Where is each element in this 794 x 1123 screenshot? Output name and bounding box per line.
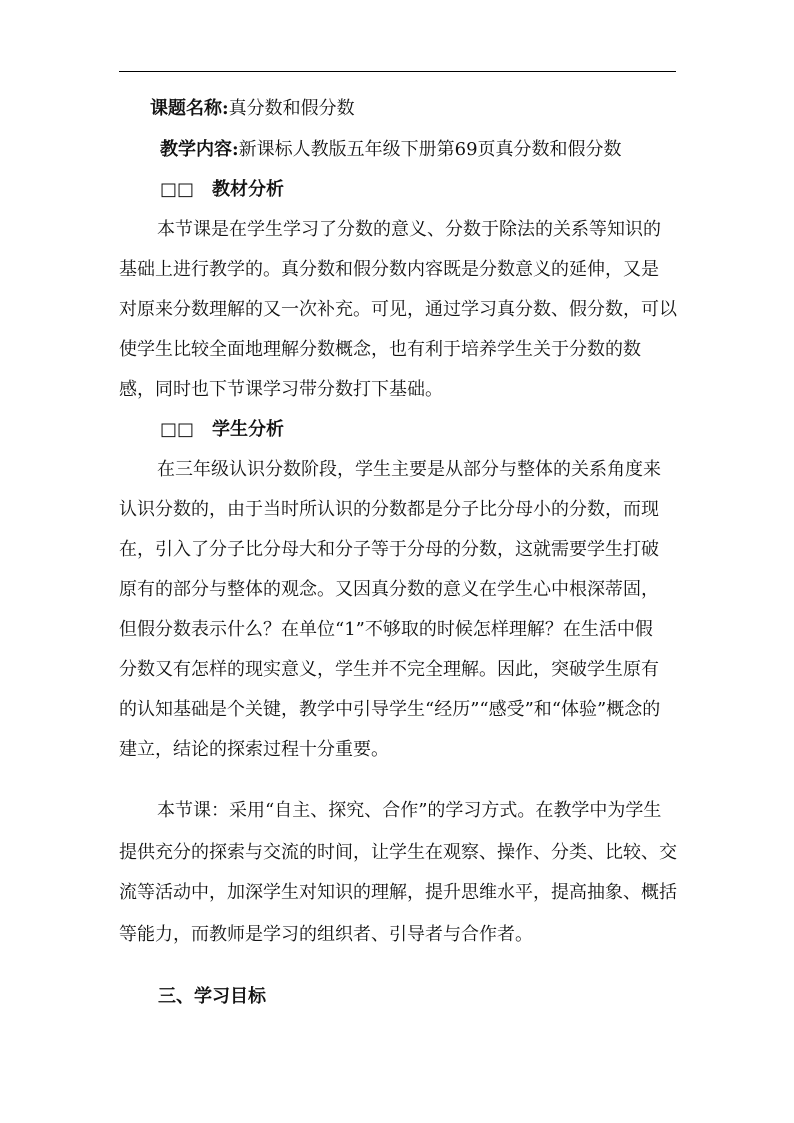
student-analysis-title: 学生分析 (212, 419, 285, 440)
paragraph-line: 原有的部分与整体的观念。又因真分数的意义在学生心中根深蒂固， (119, 579, 659, 600)
paragraph-line: 在，引入了分子比分母大和分子等于分母的分数，这就需要学生打破 (119, 539, 659, 560)
paragraph-line: 在三年级认识分数阶段，学生主要是从部分与整体的关系角度来 (157, 459, 661, 480)
paragraph-line: 等能力，而教师是学习的组织者、引导者与合作者。 (119, 924, 533, 945)
paragraph-line: 对原来分数理解的又一次补充。可见，通过学习真分数、假分数，可以 (119, 299, 677, 320)
textbook-analysis-heading (160, 179, 284, 201)
paragraph-line: 本节课是在学生学习了分数的意义、分数于除法的关系等知识的 (157, 219, 661, 240)
paragraph-line: 分数又有怎样的现实意义，学生并不完全理解。因此，突破学生原有 (119, 659, 659, 680)
paragraph-line: 提供充分的探索与交流的时间，让学生在观察、操作、分类、比较、交 (119, 842, 677, 863)
paragraph-line: 流等活动中，加深学生对知识的理解，提升思维水平，提高抽象、概括 (119, 882, 677, 903)
paragraph-line: 本节课：采用“自主、探究、合作”的学习方式。在教学中为学生 (157, 800, 662, 821)
header-rule (119, 71, 676, 72)
paragraph-line: 但假分数表示什么？在单位“1”不够取的时候怎样理解？在生活中假 (119, 619, 653, 640)
topic-line (150, 98, 355, 120)
paragraph-line: 感，同时也下节课学习带分数打下基础。 (119, 379, 443, 400)
content-label: 教学内容: (160, 139, 239, 160)
paragraph-line: 的认知基础是个关键，教学中引导学生“经历”“感受”和“体验”概念的 (119, 699, 661, 720)
textbook-analysis-marker: □□ (160, 179, 195, 200)
paragraph-line: 认识分数的，由于当时所认识的分数都是分子比分母小的分数，而现 (119, 499, 659, 520)
student-analysis-marker: □□ (160, 419, 195, 440)
paragraph-line: 建立，结论的探索过程十分重要。 (119, 739, 389, 760)
goals-heading: 三、学习目标 (158, 986, 266, 1007)
textbook-analysis-title: 教材分析 (212, 179, 285, 200)
content-value: 新课标人教版五年级下册第69页真分数和假分数 (238, 139, 622, 160)
topic-value: 真分数和假分数 (228, 98, 355, 119)
content-line (160, 139, 622, 161)
topic-label: 课题名称: (150, 98, 229, 119)
paragraph-line: 基础上进行教学的。真分数和假分数内容既是分数意义的延伸，又是 (119, 259, 659, 280)
student-analysis-heading (160, 419, 284, 441)
paragraph-line: 使学生比较全面地理解分数概念，也有利于培养学生关于分数的数 (119, 339, 641, 360)
